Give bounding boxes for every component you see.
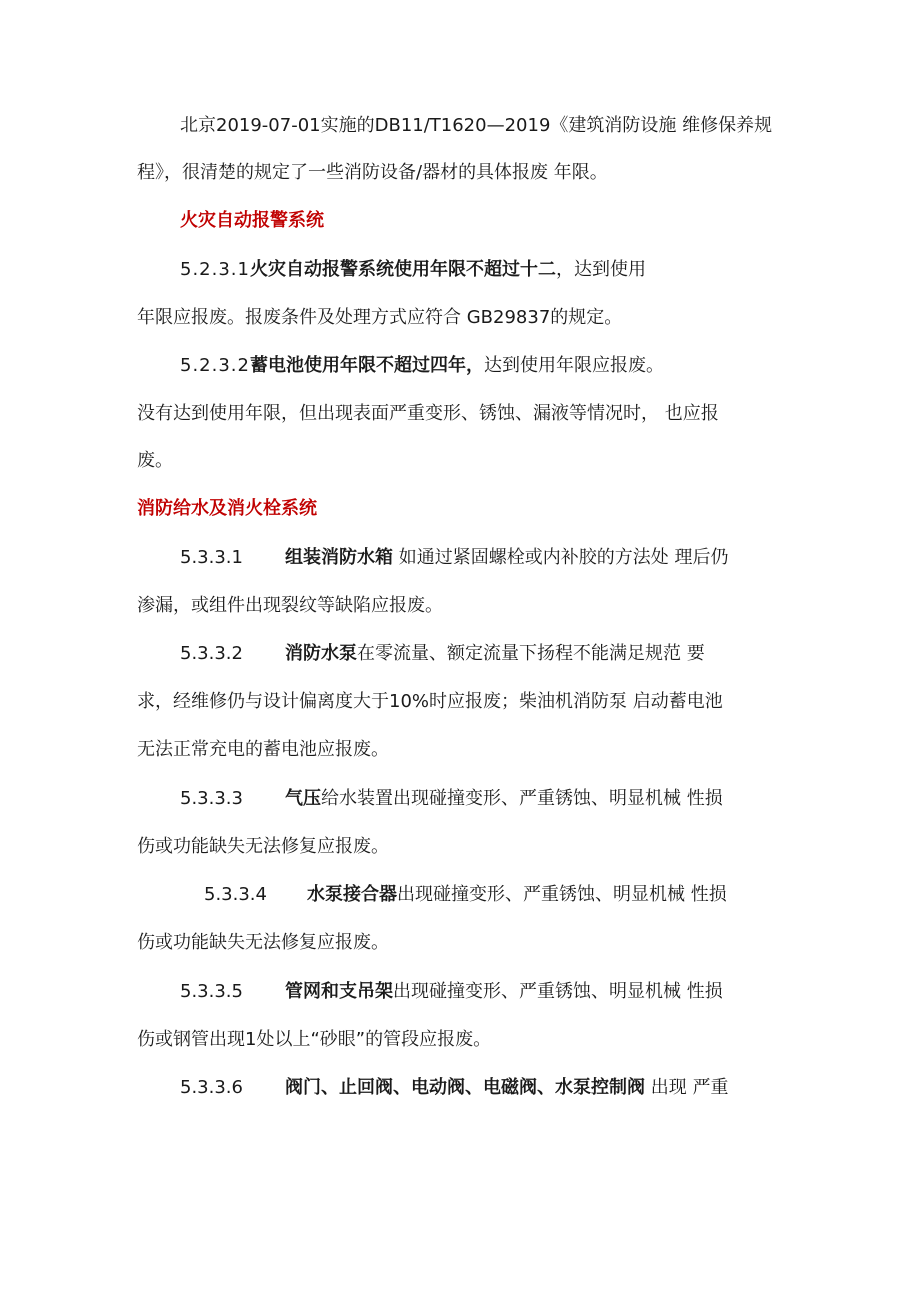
intro-line-1: 北京2019-07-01实施的DB11/T1620—2019《建筑消防设施 维修保养规 — [180, 115, 773, 136]
clause-5-3-3-6-number: 5.3.3.6 — [180, 1077, 243, 1098]
clause-text: 给水装置出现碰撞变形、严重锈蚀、明显机械 性损 — [321, 788, 723, 809]
clause-5-3-3-1-continuation: 渗漏，或组件出现裂纹等缺陷应报废。 — [137, 595, 443, 616]
clause-5-3-3-1-number: 5.3.3.1 — [180, 547, 243, 568]
clause-text: 达到使用年限应报废。 — [483, 355, 664, 376]
clause-text: 如通过紧固螺栓或内补胶的方法处 理后仍 — [393, 547, 729, 568]
clause-5-3-3-4-number: 5.3.3.4 — [204, 884, 267, 905]
clause-5-3-3-5 — [285, 978, 723, 1006]
clause-5-3-3-5-number: 5.3.3.5 — [180, 981, 243, 1002]
clause-bold-text: 组装消防水箱 — [285, 547, 393, 568]
clause-5-3-3-3-number: 5.3.3.3 — [180, 788, 243, 809]
clause-text: 在零流量、额定流量下扬程不能满足规范 要 — [357, 643, 705, 664]
clause-5-2-3-1 — [180, 256, 646, 284]
clause-bold-text: 火灾自动报警系统使用年限不超过十二 — [249, 259, 556, 280]
clause-bold-text: 消防水泵 — [285, 643, 357, 664]
clause-number: 5.2.3.1 — [180, 259, 250, 280]
clause-5-3-3-2-continuation-2: 无法正常充电的蓄电池应报废。 — [137, 739, 389, 760]
intro-line-2: 程》，很清楚的规定了一些消防设备/器材的具体报废 年限。 — [137, 162, 608, 183]
section-heading-fire-alarm: 火灾自动报警系统 — [180, 210, 324, 231]
clause-text: 出现碰撞变形、严重锈蚀、明显机械 性损 — [393, 981, 723, 1002]
clause-5-3-3-4-continuation: 伤或功能缺失无法修复应报废。 — [137, 932, 389, 953]
clause-5-2-3-2-continuation-1: 没有达到使用年限，但出现表面严重变形、锈蚀、漏液等情况时， 也应报 — [137, 403, 719, 424]
clause-text: ，达到使用 — [555, 259, 646, 280]
clause-5-3-3-2 — [285, 640, 705, 668]
clause-5-2-3-2-continuation-2: 废。 — [137, 450, 173, 471]
clause-5-3-3-2-number: 5.3.3.2 — [180, 643, 243, 664]
clause-5-3-3-4 — [307, 881, 727, 909]
clause-5-3-3-3-continuation: 伤或功能缺失无法修复应报废。 — [137, 836, 389, 857]
clause-bold-text: 蓄电池使用年限不超过四年， — [249, 355, 484, 376]
clause-5-2-3-2 — [180, 352, 664, 380]
section-heading-water-system: 消防给水及消火栓系统 — [137, 498, 317, 519]
clause-bold-text: 气压 — [285, 788, 321, 809]
clause-5-3-3-2-continuation-1: 求，经维修仍与设计偏离度大于10%时应报废；柴油机消防泵 启动蓄电池 — [137, 691, 723, 712]
clause-bold-text: 管网和支吊架 — [285, 981, 393, 1002]
clause-text: 出现 严重 — [645, 1077, 729, 1098]
clause-bold-text: 阀门、止回阀、电动阀、电磁阀、水泵控制阀 — [285, 1077, 645, 1098]
clause-5-2-3-1-continuation: 年限应报废。报废条件及处理方式应符合 GB29837的规定。 — [137, 307, 623, 328]
clause-bold-text: 水泵接合器 — [307, 884, 397, 905]
clause-5-3-3-1 — [285, 544, 728, 572]
clause-text: 出现碰撞变形、严重锈蚀、明显机械 性损 — [397, 884, 727, 905]
clause-5-3-3-3 — [285, 785, 723, 813]
clause-number: 5.2.3.2 — [180, 355, 250, 376]
clause-5-3-3-5-continuation: 伤或钢管出现1处以上“砂眼”的管段应报废。 — [137, 1029, 492, 1050]
clause-5-3-3-6 — [285, 1074, 728, 1102]
